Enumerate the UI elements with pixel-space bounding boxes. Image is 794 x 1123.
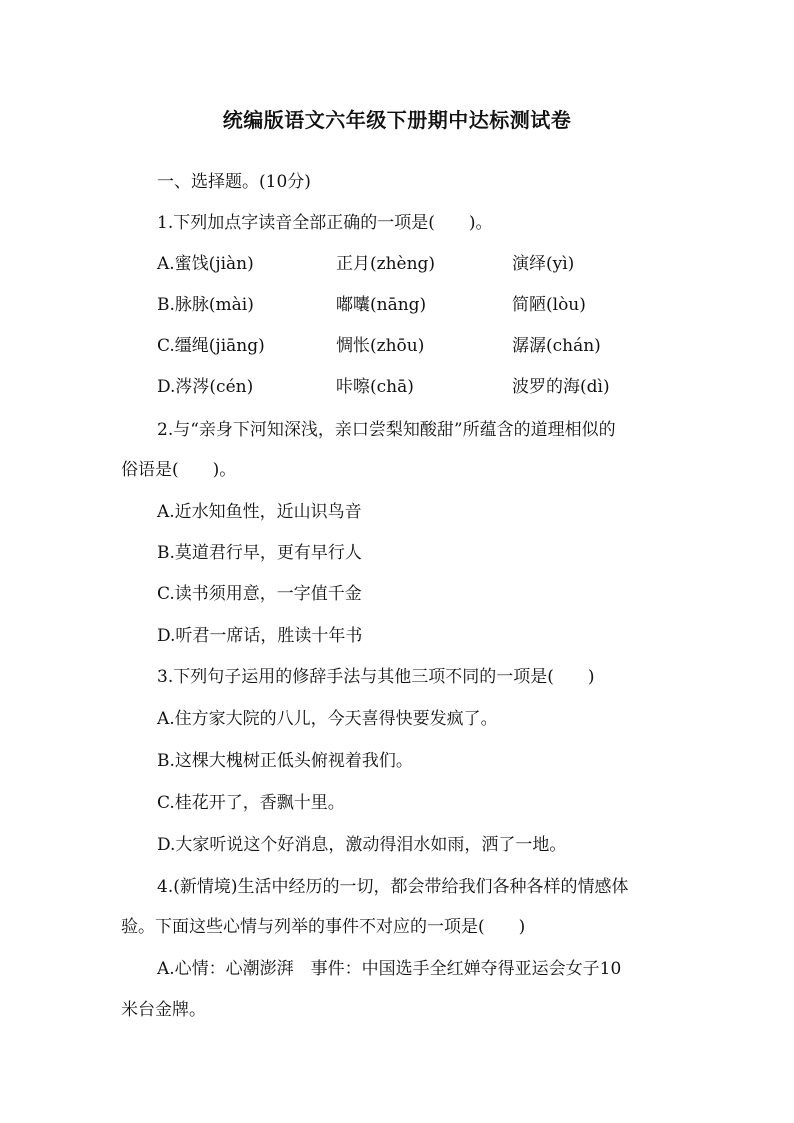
q3-option-b: B.这棵大槐树正低头俯视着我们。 bbox=[157, 751, 413, 771]
question-4-stem-line1: 4.(新情境)生活中经历的一切，都会带给我们各种各样的情感体 bbox=[157, 877, 629, 897]
q2-option-c: C.读书须用意，一字值千金 bbox=[157, 584, 362, 604]
q1-option-a-1: A.蜜饯(jiàn) bbox=[157, 254, 254, 274]
question-2-stem-line1: 2.与“亲身下河知深浅，亲口尝梨知酸甜”所蕴含的道理相似的 bbox=[157, 420, 616, 440]
question-2-stem-line2: 俗语是( )。 bbox=[121, 460, 237, 480]
q1-option-d-2: 咔嚓(chā) bbox=[336, 377, 414, 397]
q2-option-b: B.莫道君行早，更有早行人 bbox=[157, 543, 362, 563]
q3-option-d: D.大家听说这个好消息，激动得泪水如雨，洒了一地。 bbox=[157, 835, 567, 855]
page-title: 统编版语文六年级下册期中达标测试卷 bbox=[222, 108, 572, 132]
question-4-stem-line2: 验。下面这些心情与列举的事件不对应的一项是( ) bbox=[121, 917, 526, 937]
q1-option-b-3: 简陋(lòu) bbox=[512, 295, 586, 315]
q1-option-b-2: 嘟囔(nāng) bbox=[336, 295, 427, 315]
q1-option-c-2: 惆怅(zhōu) bbox=[336, 336, 425, 356]
q1-option-d-1: D.涔涔(cén) bbox=[157, 377, 254, 397]
q1-option-a-3: 演绎(yì) bbox=[512, 254, 575, 274]
q1-option-d-3: 波罗的海(dì) bbox=[512, 377, 610, 397]
q1-option-c-1: C.缰绳(jiāng) bbox=[157, 336, 265, 356]
question-1-stem: 1.下列加点字读音全部正确的一项是( )。 bbox=[157, 213, 493, 233]
q2-option-a: A.近水知鱼性，近山识鸟音 bbox=[157, 502, 362, 522]
q1-option-a-2: 正月(zhèng) bbox=[336, 254, 436, 274]
q3-option-c: C.桂花开了，香飘十里。 bbox=[157, 793, 345, 813]
section-heading: 一、选择题。(10分) bbox=[157, 172, 311, 192]
question-3-stem: 3.下列句子运用的修辞手法与其他三项不同的一项是( ) bbox=[157, 667, 595, 687]
q4-option-a-line2: 米台金牌。 bbox=[121, 1000, 206, 1020]
q3-option-a: A.住方家大院的八儿，今天喜得快要发疯了。 bbox=[157, 709, 498, 729]
q4-option-a-line1: A.心情：心潮澎湃 事件：中国选手全红婵夺得亚运会女子10 bbox=[157, 959, 622, 979]
q1-option-c-3: 潺潺(chán) bbox=[512, 336, 601, 356]
q1-option-b-1: B.脉脉(mài) bbox=[157, 295, 254, 315]
q2-option-d: D.听君一席话，胜读十年书 bbox=[157, 626, 363, 646]
